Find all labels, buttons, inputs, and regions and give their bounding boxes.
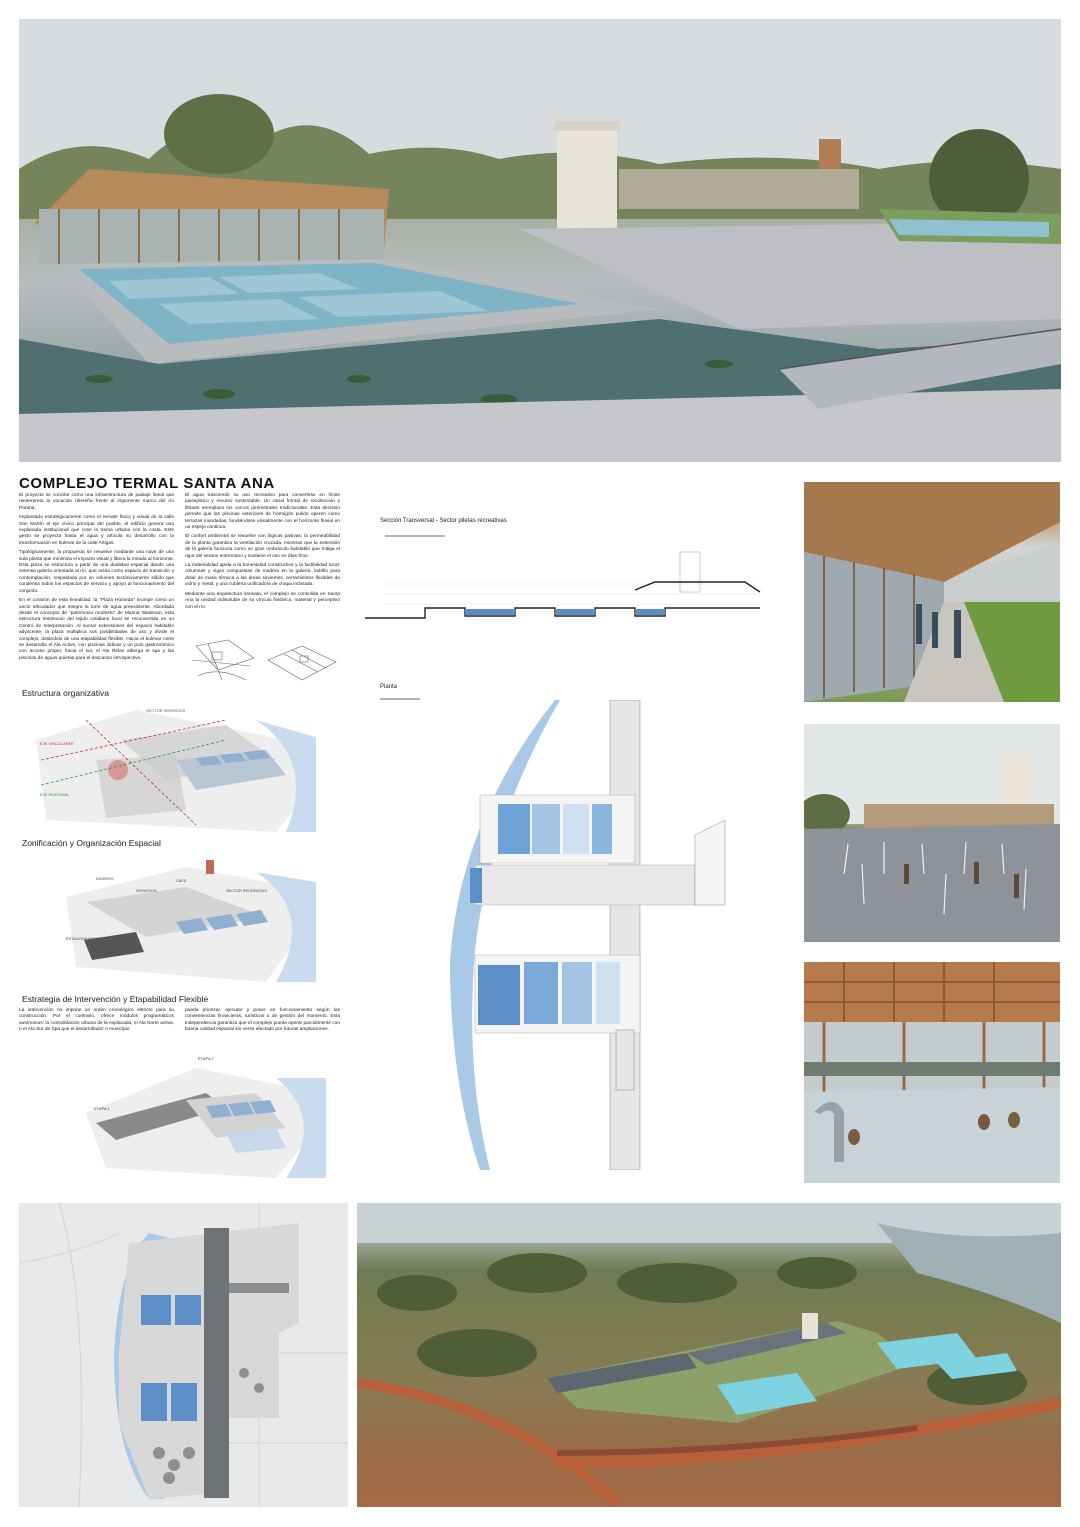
strategy-text-1: La intervención no impone un orden cronológico estricto para su construcción. Por el contrario, ofrece módulos programáticos autónomos: la consolidación urbana de la explanada, el Ala Norte activa, o el Ala Sur de Spa que el desarrollador o municipio xyxy=(19,1008,174,1033)
intro-paragraph: Mediante una arquitectura sensata, el complejo se consolida en Santa Ana la unidad indisoluble de su vínculo histórico, material y perceptivo con el río. xyxy=(185,591,340,610)
label-eje-peatonal: EJE PEATONAL xyxy=(40,792,70,797)
label-zona-estacionamiento: ESTACIONAMIENTO xyxy=(66,937,103,941)
label-zona-recreativo: SECTOR RECREATIVO xyxy=(226,889,268,893)
floor-plan-drawing xyxy=(420,700,770,1170)
heading-seccion: Sección Transversal - Sector piletas recreativas xyxy=(380,518,507,524)
intro-paragraph: El agua trasciende su uso recreativo para convertirse en límite paisajístico y recurso sustentable. Un canal frontal de recolección y filtrado reemplaza los cercos perimetrales tradicionales. Esta decisión permite que las piscinas exteriores de hormigón pulido operen como terrazas inundadas, fundiéndose visualmente con el horizonte fluvial en un espejo continuo. xyxy=(185,493,340,531)
indoor-pool-render-image xyxy=(804,962,1060,1183)
site-plan-image xyxy=(19,1203,348,1507)
strategy-text-2: pueda priorizar, ejecutar y poner en funcionamiento según las conveniencias financieras, turísticas o de gestión del momento. Esta independencia garantiza que el complejo pueda operar parcialmente con buena calidad espacial sin verse afectado por futuras ampliaciones. xyxy=(185,1008,340,1033)
aerial-view-image xyxy=(357,1203,1061,1507)
intro-paragraph: Implantado estratégicamente como el remate físico y visual de la calle San Martín el eje cívico principal del pueblo, el edificio genera una explanada institucional que cose la trama urbana con la costa. Este gesto se proyecta hasta el agua y articula su desarrollo con la transformación en bulevar de la calle Artigas. xyxy=(19,515,174,546)
page-title: COMPLEJO TERMAL SANTA ANA xyxy=(19,475,275,492)
intro-paragraph: El confort ambiental se resuelve con lógicas pasivas: la permeabilidad de la planta garantiza la ventilación cruzada, mientras que la extensión de la galería funciona como un gran umbráculo habitable que mitiga el rigor del verano entrerriano y sostiene el uso en días fríos. xyxy=(185,534,340,559)
heading-planta: Planta xyxy=(380,684,398,690)
gallery-render-image xyxy=(804,482,1060,702)
intro-paragraph: La materialidad apela a la honestidad constructiva y la factibilidad local: columnas y vigas compuestas de madera en la galería, ladrillo para dotar de masa térmica a las áreas sirvientes, cerramientos flexibles de vidrio y metal, y una cubierta unificadora de chapa inclinada. xyxy=(185,563,340,588)
heading-estrategia: Estrategia de Intervención y Etapabilidad Flexible xyxy=(22,994,209,1004)
label-sector-servicios: SECTOR SERVICIOS xyxy=(146,708,186,713)
phasing-diagram xyxy=(76,1048,326,1178)
label-zona-servicios: SERVICIOS xyxy=(136,889,157,893)
zoning-diagram xyxy=(26,852,316,982)
splash-plaza-render-image xyxy=(804,724,1060,942)
structure-diagram xyxy=(26,700,316,832)
urban-sketch-1 xyxy=(188,636,260,686)
label-zona-cafe: CAFE xyxy=(176,879,187,883)
intro-paragraph: El proyecto se concibe como una infraestructura de paisaje lineal que reinterpreta la vocación ribereña frente al imponente marco del río Paraná. xyxy=(19,493,174,511)
cross-section-drawing xyxy=(365,530,765,630)
urban-sketch-2 xyxy=(262,640,340,686)
hero-render-image xyxy=(19,19,1061,462)
intro-paragraph: Tipológicamente, la propuesta se resuelve mediante una nave de una sola planta que minimiza el impacto visual y libera la mirada al horizonte. Esta pieza se estructura a partir de una dualidad espacial dando una extensa galería orientada al río, que actúa como espacio de transición y contemplación, respaldada por un volumen tectónicamente sólido que condensa todos los espacios de servicio y apoyo al funcionamiento del conjunto. xyxy=(19,550,174,594)
intro-text-column-1 xyxy=(19,493,174,689)
label-etapa-1: ETAPA 1 xyxy=(94,1106,110,1111)
intro-paragraph: En el corazón de esta linealidad, la "Plaza Húmeda" irrumpe como un vacío articulador que integra la torre de agua preexistente. Abordada desde el concepto de "patrimonio modesto" de Marina Waisman, esta estructura testimonio del tejido cotidiano local se reconvertida en un Centro de Interpretación. Al sumar extensiones del espacio habitable adyacente, la plaza multiplica sus posibilidades de uso y divide el complejo, dotándolo de una etapabilidad flexible. Hacia el bulevar norte se desarrolla el Ala Active, con piscinas lúdicas y un polo gastronómico con acceso propio; hacia el sur, el Ala Relax alberga el spa y las piscinas de aguas quietas para el descanso introspectivo. xyxy=(19,598,174,661)
label-zona-ingreso: INGRESO xyxy=(96,877,114,881)
intro-text-column-2 xyxy=(185,493,340,633)
heading-estructura: Estructura organizativa xyxy=(22,688,109,698)
label-etapa-2: ETAPA 2 xyxy=(198,1056,214,1061)
label-eje-vinculante: EJE VINCULANTE xyxy=(40,741,74,746)
heading-zonificacion: Zonificación y Organización Espacial xyxy=(22,838,161,848)
